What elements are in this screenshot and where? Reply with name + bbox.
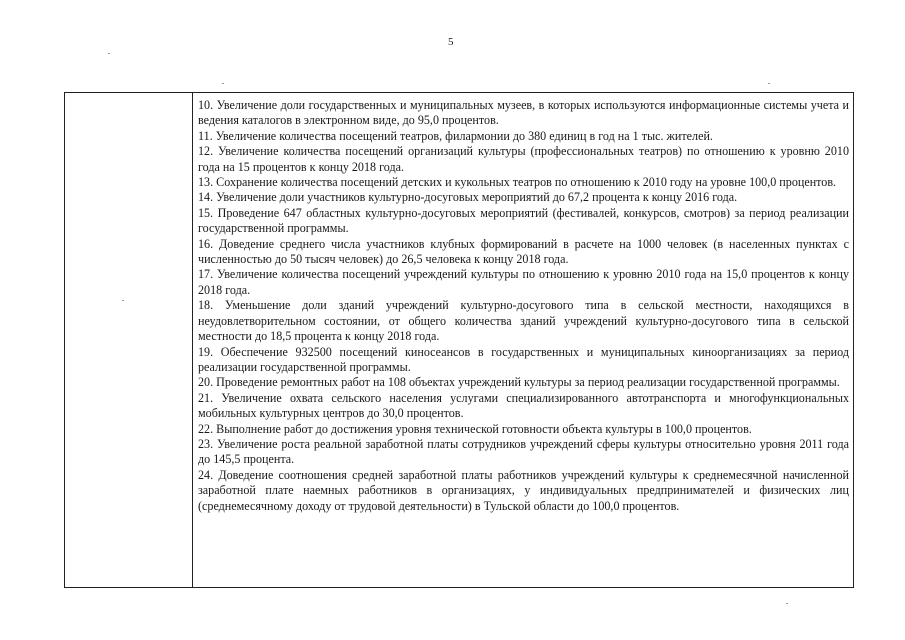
indicator-item: 20. Проведение ремонтных работ на 108 объектах учреждений культуры за период реализации государственной программы. [198,375,840,390]
indicator-item: 19. Обеспечение 932500 посещений киносеансов в государственных и муниципальных киноорганизациях за период реализации государственной программы. [198,344,849,374]
indicator-item: 23. Увеличение роста реальной заработной платы сотрудников учреждений сферы культуры относительно уровня 2011 года до 145,5 процента. [198,436,849,467]
indicator-item: 15. Проведение 647 областных культурно-досуговых мероприятий (фестивалей, конкурсов, смотров) за период реализации государственной программы. [198,205,849,236]
indicator-item: 10. Увеличение доли государственных и муниципальных музеев, в которых используются информационные системы учета и ведения каталогов в электронном виде, до 95,0 процентов. [198,98,849,128]
indicators-cell [193,93,853,587]
indicator-item: 13. Сохранение количества посещений детских и кукольных театров по отношению к 2010 году на уровне 100,0 процентов. [198,175,837,190]
indicator-item: 18. Уменьшение доли зданий учреждений культурно-досугового типа в сельской местности, находящихся в неудовлетворительном состоянии, от общего количества зданий учреждений культурно-досугового типа в сельской местности до 18,5 процента к концу 2018 года. [198,298,849,344]
indicator-item: 16. Доведение среднего числа участников клубных формирований в расчете на 1000 человек (в населенных пунктах с численностью до 50 тысяч человек) до 26,5 человека к концу 2018 года. [198,236,849,267]
scan-speck [768,83,770,84]
indicator-item: 24. Доведение соотношения средней заработной платы работников учреждений культуры к среднемесячной начисленной заработной плате наемных работников в организациях, у индивидуальных предпринимателей и физических лиц (среднемесячному доходу от трудовой деятельности) в Тульской области до 100,0 процентов. [198,467,849,513]
document-table [64,92,854,588]
indicator-item: 11. Увеличение количества посещений театров, филармонии до 380 единиц в год на 1 тыс. жителей. [198,128,713,143]
empty-left-cell [65,93,193,587]
scan-speck [222,83,224,84]
scan-speck [786,603,788,604]
indicator-item: 22. Выполнение работ до достижения уровня технической готовности объекта культуры в 100,0 процентов. [198,421,752,436]
page-number: 5 [448,36,454,48]
indicator-item: 17. Увеличение количества посещений учреждений культуры по отношению к уровню 2010 года на 15,0 процентов к концу 2018 года. [198,267,849,297]
indicator-item: 12. Увеличение количества посещений организаций культуры (профессиональных театров) по отношению к уровню 2010 года на 15 процентов к концу 2018 года. [198,144,849,174]
indicator-item: 21. Увеличение охвата сельского населения услугами специализированного автотранспорта и многофункциональных мобильных культурных центров до 30,0 процентов. [198,390,849,421]
scan-speck [108,53,110,54]
indicator-item: 14. Увеличение доли участников культурно-досуговых мероприятий до 67,2 процента к концу 2016 года. [198,190,738,205]
